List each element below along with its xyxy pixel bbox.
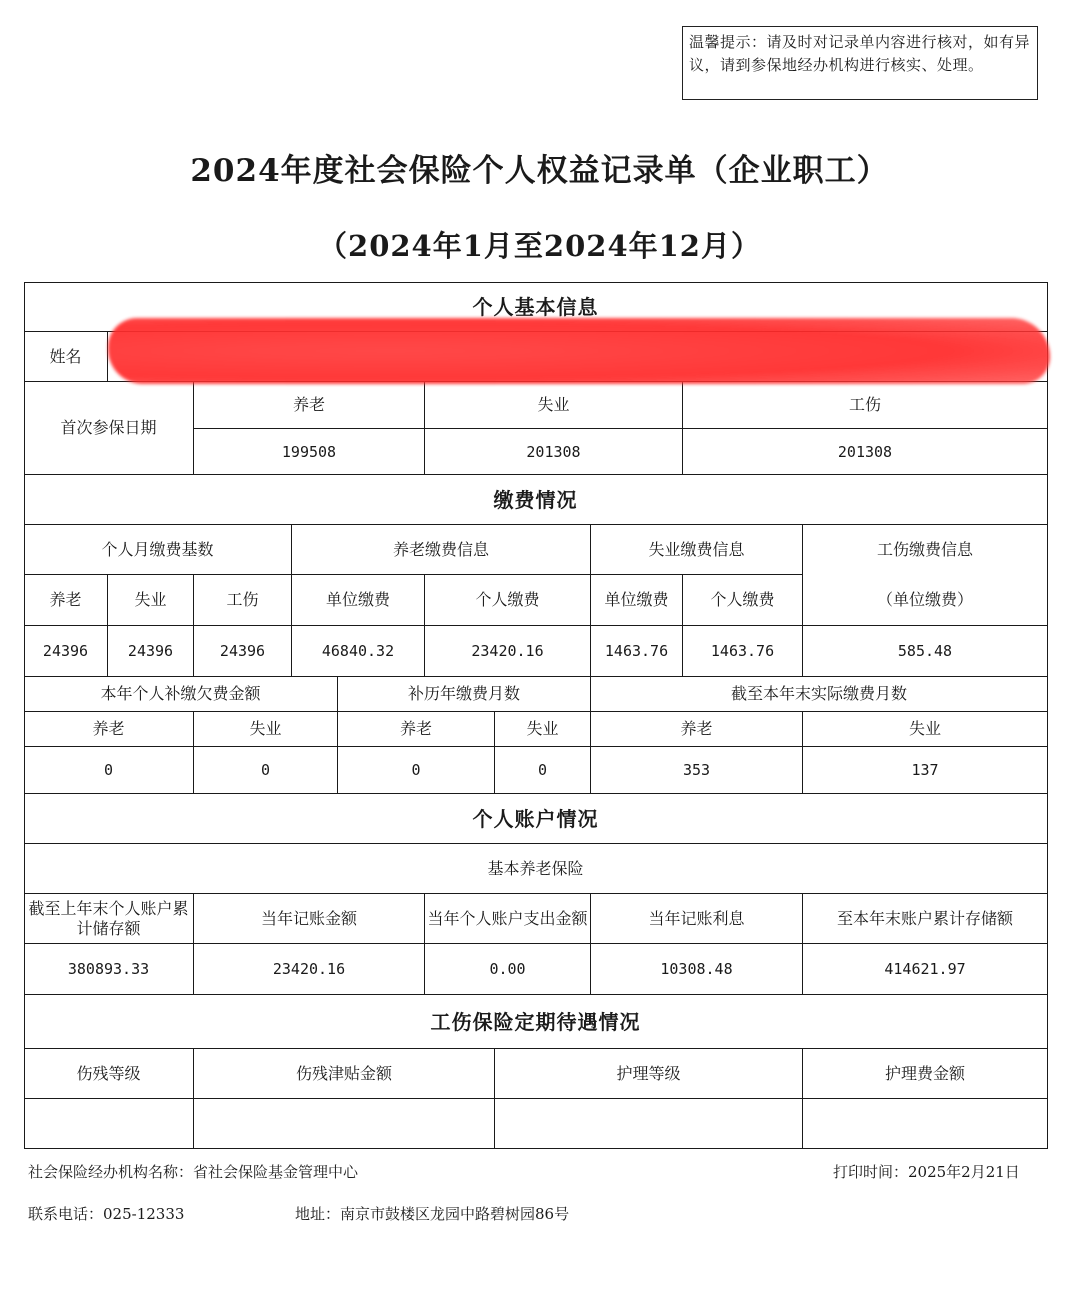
agency-name: 社会保险经办机构名称：省社会保险基金管理中心	[28, 1163, 359, 1181]
base-injury-label: 工伤	[194, 575, 292, 626]
first-date-pension-label: 养老	[194, 382, 425, 429]
print-time: 打印时间：2025年2月21日	[833, 1163, 1020, 1181]
account-expense-label: 当年个人账户支出金额	[425, 894, 591, 944]
arrears-label: 本年个人补缴欠费金额	[24, 677, 338, 712]
document-period: （2024年1月至2024年12月）	[318, 229, 761, 263]
account-credited-label: 当年记账金额	[194, 894, 425, 944]
arrears-pension-label: 养老	[24, 712, 194, 747]
injury-unit-pay-value: 585.48	[803, 626, 1048, 677]
base-pension-value: 24396	[24, 626, 108, 677]
actual-pension-label: 养老	[591, 712, 803, 747]
back-pension-label: 养老	[338, 712, 495, 747]
disability-allowance-label: 伤残津贴金额	[194, 1049, 495, 1099]
actual-unemployment-value: 137	[803, 747, 1048, 794]
arrears-unemployment-label: 失业	[194, 712, 338, 747]
arrears-pension-value: 0	[24, 747, 194, 794]
pension-pay-group: 养老缴费信息	[292, 525, 591, 575]
injury-benefit-header: 工伤保险定期待遇情况	[24, 995, 1048, 1049]
base-injury-value: 24396	[194, 626, 292, 677]
back-months-label: 补历年缴费月数	[338, 677, 591, 712]
account-header: 个人账户情况	[24, 794, 1048, 844]
account-year-end-balance-label: 至本年末账户累计存储额	[803, 894, 1048, 944]
account-credited-value: 23420.16	[194, 944, 425, 995]
first-date-label: 首次参保日期	[24, 382, 194, 475]
base-unemployment-value: 24396	[108, 626, 194, 677]
account-year-end-balance-value: 414621.97	[803, 944, 1048, 995]
payment-header: 缴费情况	[24, 475, 1048, 525]
first-date-unemployment-value: 201308	[425, 429, 683, 475]
first-date-injury-label: 工伤	[683, 382, 1048, 429]
pension-personal-pay-label: 个人缴费	[425, 575, 591, 626]
unemployment-pay-group: 失业缴费信息	[591, 525, 803, 575]
pension-unit-pay-value: 46840.32	[292, 626, 425, 677]
first-date-pension-value: 199508	[194, 429, 425, 475]
unemployment-personal-pay-value: 1463.76	[683, 626, 803, 677]
care-fee-value	[803, 1099, 1048, 1149]
actual-months-label: 截至本年末实际缴费月数	[591, 677, 1048, 712]
account-prior-balance-label: 截至上年末个人账户累计储存额	[24, 894, 194, 944]
arrears-unemployment-value: 0	[194, 747, 338, 794]
monthly-base-group: 个人月缴费基数	[24, 525, 292, 575]
unemployment-personal-pay-label: 个人缴费	[683, 575, 803, 626]
care-fee-label: 护理费金额	[803, 1049, 1048, 1099]
base-pension-label: 养老	[24, 575, 108, 626]
name-label: 姓名	[24, 332, 108, 382]
basic-info-header: 个人基本信息	[24, 282, 1048, 332]
unemployment-unit-pay-label: 单位缴费	[591, 575, 683, 626]
care-grade-value	[495, 1099, 803, 1149]
account-subheader: 基本养老保险	[24, 844, 1048, 894]
back-pension-value: 0	[338, 747, 495, 794]
account-prior-balance-value: 380893.33	[24, 944, 194, 995]
unemployment-unit-pay-value: 1463.76	[591, 626, 683, 677]
account-expense-value: 0.00	[425, 944, 591, 995]
disability-grade-value	[24, 1099, 194, 1149]
notice-box: 温馨提示：请及时对记录单内容进行核对，如有异议，请到参保地经办机构进行核实、处理。	[682, 26, 1038, 100]
agency-address: 地址：南京市鼓楼区龙园中路碧树园86号	[295, 1205, 570, 1223]
injury-pay-group: 工伤缴费信息	[803, 525, 1048, 575]
injury-unit-pay-label: （单位缴费）	[803, 575, 1048, 626]
redaction-mark	[108, 318, 1050, 384]
first-date-injury-value: 201308	[683, 429, 1048, 475]
base-unemployment-label: 失业	[108, 575, 194, 626]
pension-unit-pay-label: 单位缴费	[292, 575, 425, 626]
disability-grade-label: 伤残等级	[24, 1049, 194, 1099]
contact-phone: 联系电话：025-12333	[28, 1205, 185, 1223]
care-grade-label: 护理等级	[495, 1049, 803, 1099]
disability-allowance-value	[194, 1099, 495, 1149]
first-date-unemployment-label: 失业	[425, 382, 683, 429]
pension-personal-pay-value: 23420.16	[425, 626, 591, 677]
back-unemployment-value: 0	[495, 747, 591, 794]
account-interest-value: 10308.48	[591, 944, 803, 995]
actual-pension-value: 353	[591, 747, 803, 794]
account-interest-label: 当年记账利息	[591, 894, 803, 944]
actual-unemployment-label: 失业	[803, 712, 1048, 747]
back-unemployment-label: 失业	[495, 712, 591, 747]
document-title: 2024年度社会保险个人权益记录单（企业职工）	[190, 153, 889, 189]
